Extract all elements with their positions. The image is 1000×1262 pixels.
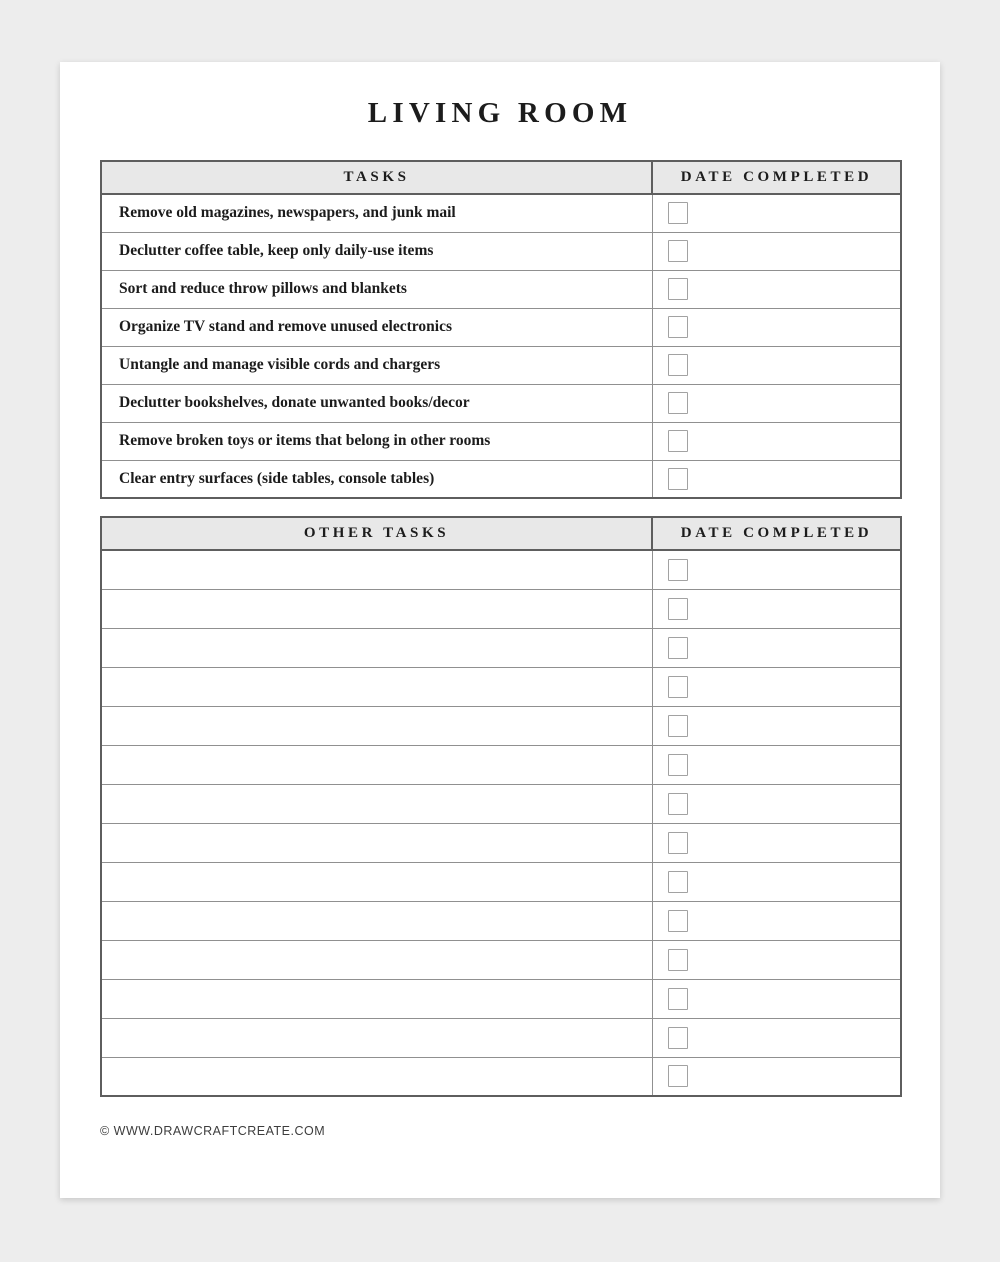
task-label-cell [101, 589, 652, 628]
date-completed-checkbox[interactable] [668, 430, 688, 452]
table-gap [100, 499, 900, 516]
task-label-cell [101, 784, 652, 823]
date-completed-cell [652, 589, 901, 628]
date-completed-checkbox[interactable] [668, 754, 688, 776]
date-completed-cell [652, 706, 901, 745]
date-completed-checkbox[interactable] [668, 316, 688, 338]
task-label-cell [101, 194, 652, 232]
date-completed-cell [652, 628, 901, 667]
task-label-cell [101, 862, 652, 901]
task-label-cell [101, 308, 652, 346]
date-completed-cell [652, 308, 901, 346]
other-tasks-table [100, 516, 902, 1097]
table-row [101, 667, 901, 706]
date-completed-checkbox[interactable] [668, 988, 688, 1010]
table-row [101, 628, 901, 667]
tasks-table [100, 160, 902, 499]
date-completed-cell [652, 422, 901, 460]
date-completed-cell [652, 745, 901, 784]
task-label: Sort and reduce throw pillows and blankets [119, 280, 407, 297]
date-completed-checkbox[interactable] [668, 598, 688, 620]
date-completed-cell [652, 667, 901, 706]
date-completed-cell [652, 550, 901, 589]
date-completed-checkbox[interactable] [668, 676, 688, 698]
task-label-cell [101, 550, 652, 589]
task-label-cell [101, 628, 652, 667]
page-title: LIVING ROOM [367, 97, 633, 129]
copyright-credit: © WWW.DRAWCRAFTCREATE.COM [100, 1124, 326, 1138]
table-row [101, 460, 901, 498]
other-tasks-column-header: OTHER TASKS [101, 517, 652, 550]
table-row [101, 550, 901, 589]
task-label: Declutter coffee table, keep only daily-use items [119, 242, 434, 259]
task-label-cell [101, 979, 652, 1018]
date-completed-checkbox[interactable] [668, 1065, 688, 1087]
table-row [101, 384, 901, 422]
table-row [101, 862, 901, 901]
date-completed-cell [652, 862, 901, 901]
table-row [101, 901, 901, 940]
date-completed-cell [652, 384, 901, 422]
document-card [60, 62, 940, 1198]
table-row [101, 232, 901, 270]
date-completed-cell [652, 823, 901, 862]
tasks-column-header: TASKS [101, 161, 652, 194]
table-row [101, 979, 901, 1018]
date-completed-checkbox[interactable] [668, 392, 688, 414]
task-label-cell [101, 745, 652, 784]
date-completed-cell [652, 232, 901, 270]
date-completed-checkbox[interactable] [668, 468, 688, 490]
date-completed-cell [652, 194, 901, 232]
table-row [101, 706, 901, 745]
task-label-cell [101, 1018, 652, 1057]
table-row [101, 346, 901, 384]
date-completed-checkbox[interactable] [668, 949, 688, 971]
date-completed-checkbox[interactable] [668, 202, 688, 224]
date-completed-checkbox[interactable] [668, 354, 688, 376]
date-completed-checkbox[interactable] [668, 910, 688, 932]
task-label: Remove old magazines, newspapers, and junk mail [119, 204, 456, 222]
task-label-cell [101, 1057, 652, 1096]
task-label-cell [101, 346, 652, 384]
date-completed-checkbox[interactable] [668, 871, 688, 893]
date-completed-checkbox[interactable] [668, 278, 688, 300]
table-row [101, 270, 901, 308]
date-completed-column-header: DATE COMPLETED [652, 517, 901, 550]
task-label-cell [101, 232, 652, 270]
date-completed-cell [652, 940, 901, 979]
date-completed-cell [652, 784, 901, 823]
task-label-cell [101, 384, 652, 422]
task-label-cell [101, 422, 652, 460]
table-row [101, 940, 901, 979]
date-completed-checkbox[interactable] [668, 832, 688, 854]
table-row [101, 1057, 901, 1096]
task-label-cell [101, 706, 652, 745]
date-completed-cell [652, 979, 901, 1018]
table-row [101, 422, 901, 460]
date-completed-cell [652, 460, 901, 498]
date-completed-checkbox[interactable] [668, 1027, 688, 1049]
date-completed-checkbox[interactable] [668, 637, 688, 659]
date-completed-cell [652, 270, 901, 308]
date-completed-column-header: DATE COMPLETED [652, 161, 901, 194]
task-label-cell [101, 460, 652, 498]
task-label-cell [101, 901, 652, 940]
date-completed-checkbox[interactable] [668, 793, 688, 815]
date-completed-cell [652, 346, 901, 384]
table-row [101, 784, 901, 823]
task-label: Clear entry surfaces (side tables, console tables) [119, 469, 435, 487]
task-label: Untangle and manage visible cords and chargers [119, 356, 441, 373]
date-completed-checkbox[interactable] [668, 715, 688, 737]
table-row [101, 194, 901, 232]
task-label-cell [101, 940, 652, 979]
other-tasks-table-header-row [101, 517, 901, 550]
table-row [101, 823, 901, 862]
date-completed-checkbox[interactable] [668, 240, 688, 262]
task-label: Organize TV stand and remove unused electronics [119, 318, 452, 335]
date-completed-checkbox[interactable] [668, 559, 688, 581]
table-row [101, 1018, 901, 1057]
date-completed-cell [652, 1018, 901, 1057]
date-completed-cell [652, 1057, 901, 1096]
tasks-table-header-row [101, 161, 901, 194]
table-row [101, 745, 901, 784]
task-label-cell [101, 270, 652, 308]
task-label: Declutter bookshelves, donate unwanted books/decor [119, 394, 470, 411]
table-row [101, 308, 901, 346]
table-row [101, 589, 901, 628]
task-label-cell [101, 823, 652, 862]
task-label-cell [101, 667, 652, 706]
date-completed-cell [652, 901, 901, 940]
task-label: Remove broken toys or items that belong in other rooms [119, 432, 491, 449]
